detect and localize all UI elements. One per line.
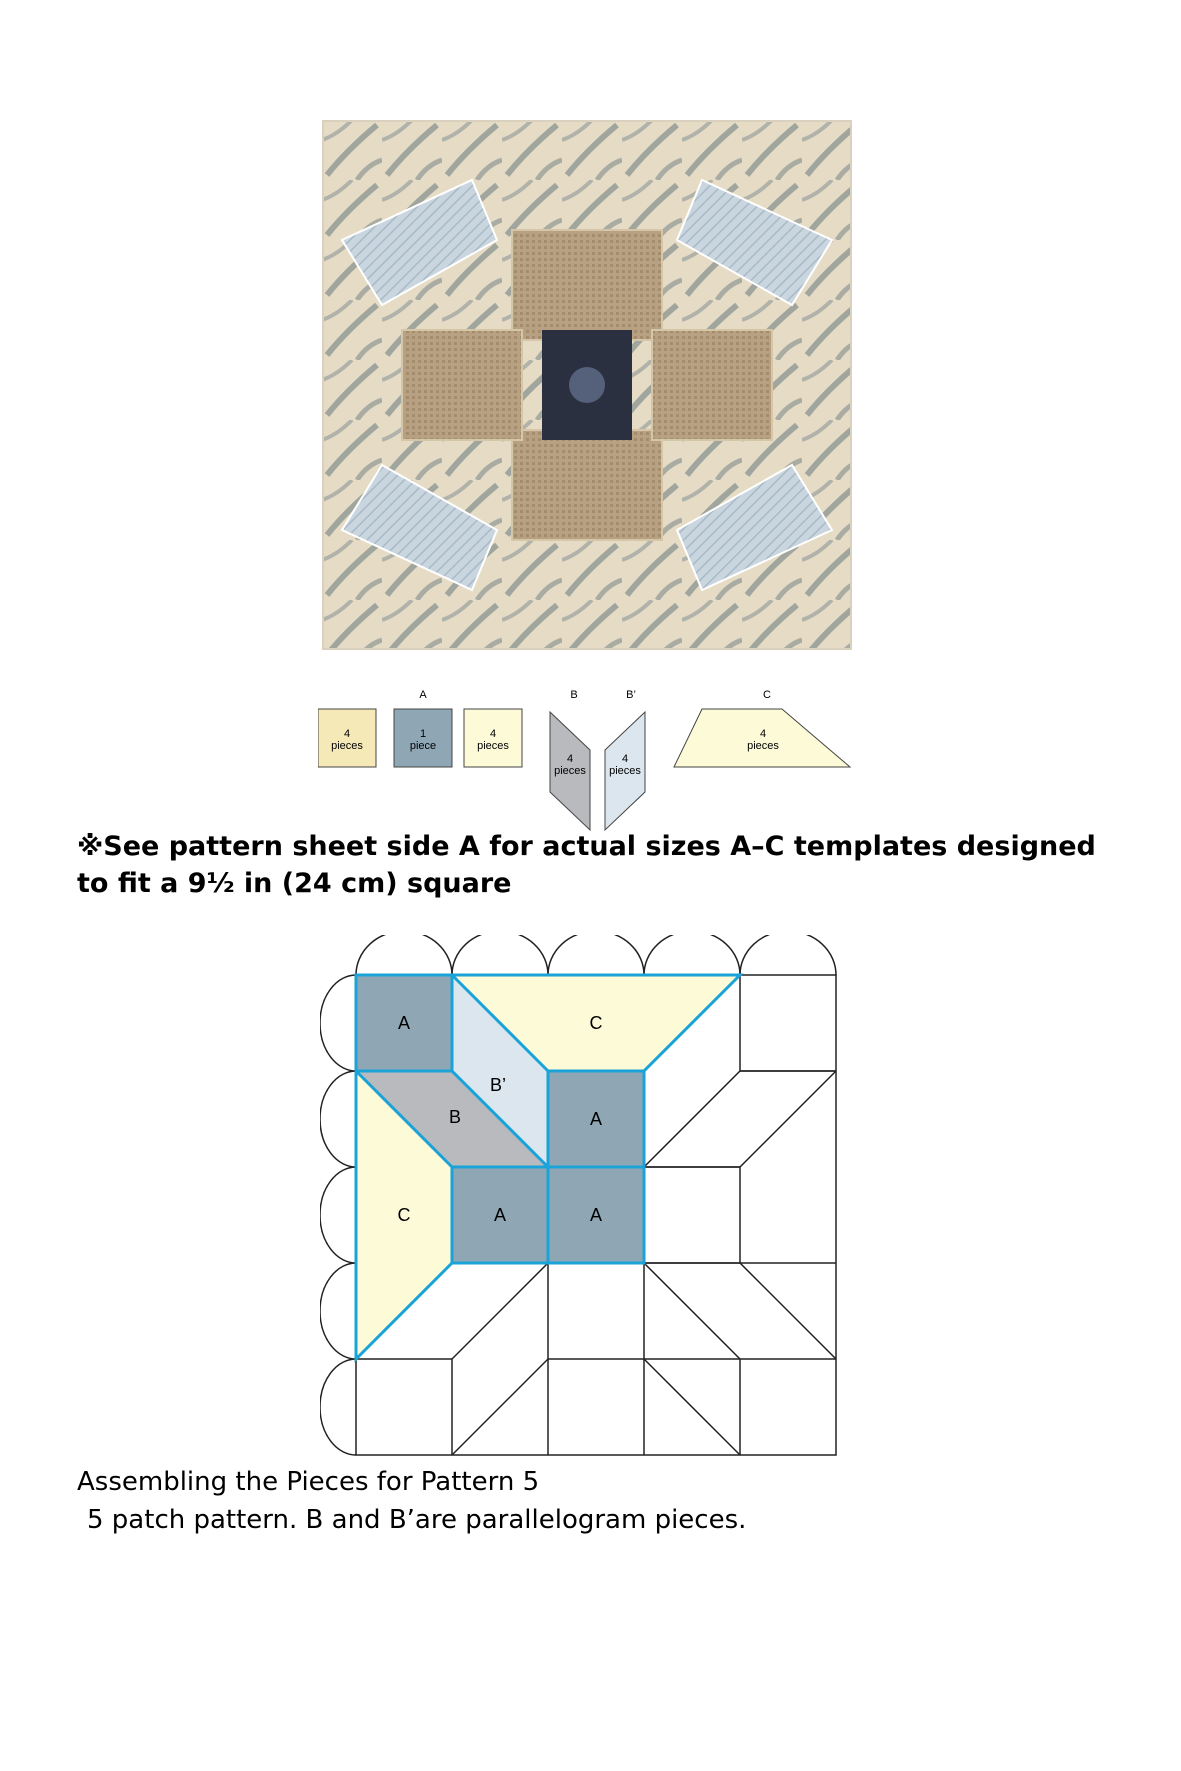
square-3-unit: pieces	[477, 740, 509, 752]
template-letter-b-prime: B’	[626, 689, 636, 701]
square-1-count: 4	[343, 728, 351, 740]
c-count: 4	[759, 728, 767, 740]
square-1-unit: pieces	[331, 740, 363, 752]
label-a-right: A	[589, 1109, 603, 1129]
caption-description: 5 patch pattern. B and B’are parallelogram pieces.	[87, 1505, 747, 1535]
b-unit: pieces	[554, 765, 586, 777]
square-a-count: 1	[419, 728, 427, 740]
b-prime-count: 4	[621, 753, 629, 765]
template-letter-b: B	[570, 689, 578, 701]
label-a-center-left: A	[493, 1205, 507, 1225]
label-b-prime: B’	[489, 1075, 507, 1095]
diagram-caption	[77, 1463, 1077, 1539]
caption-title: Assembling the Pieces for Pattern 5	[77, 1467, 540, 1497]
b-prime-unit: pieces	[609, 765, 641, 777]
assembly-diagram	[320, 935, 850, 1470]
label-a-corner: A	[397, 1013, 411, 1033]
c-unit: pieces	[747, 740, 779, 752]
label-b: B	[448, 1107, 462, 1127]
label-a-center-right: A	[589, 1205, 603, 1225]
template-pieces	[318, 678, 858, 833]
pattern-sheet-note: ※See pattern sheet side A for actual sizes A–C templates designed to fit a 9½ in (24 cm) square	[77, 831, 1096, 899]
square-a-unit: piece	[409, 740, 437, 752]
quilt-block-photo	[322, 120, 852, 650]
template-letter-a: A	[419, 689, 427, 701]
square-3-count: 4	[489, 728, 497, 740]
label-c-left: C	[397, 1205, 411, 1225]
template-letter-c: C	[763, 689, 771, 701]
label-c-top: C	[589, 1013, 603, 1033]
b-count: 4	[566, 753, 574, 765]
